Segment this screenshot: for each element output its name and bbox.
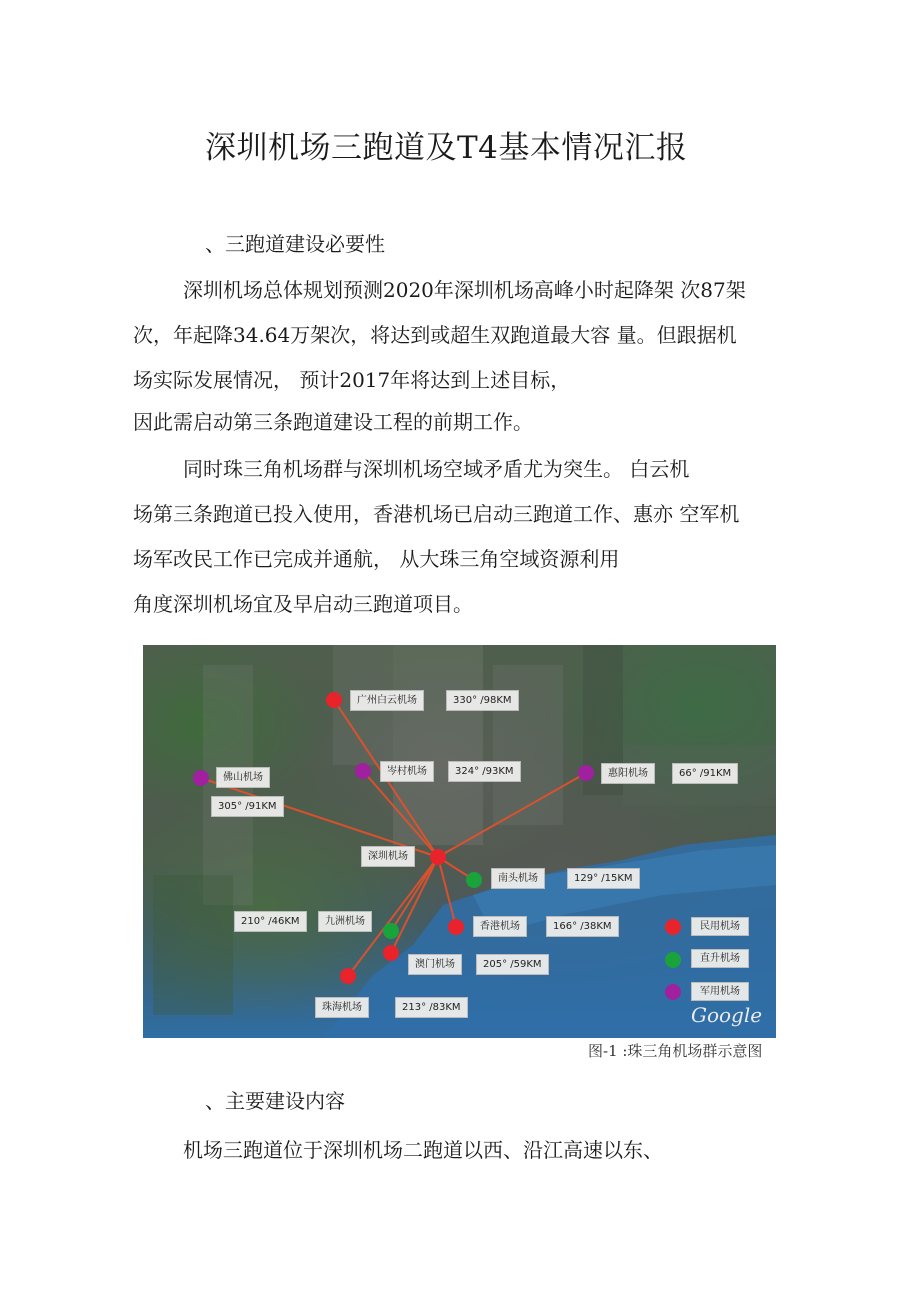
paragraph-line: 场实际发展情况， 预计2017年将达到上述目标， — [133, 368, 571, 392]
airport-label-shenzhen: 深圳机场 — [361, 846, 415, 867]
airport-label-foshan: 佛山机场 — [216, 767, 270, 788]
legend-heliport-label: 直升机场 — [691, 949, 749, 968]
bearing-label-zhuhai: 213° /83KM — [395, 997, 468, 1018]
bearing-label-guangzhou: 330° /98KM — [446, 690, 519, 711]
paragraph-line: 同时珠三角机场群与深圳机场空域矛盾尤为突生。 白云机 — [183, 457, 690, 481]
legend-civil-label: 民用机场 — [691, 917, 749, 936]
airport-marker-foshan — [193, 770, 209, 786]
paragraph-line: 机场三跑道位于深圳机场二跑道以西、沿江高速以东、 — [183, 1138, 663, 1162]
airport-cluster-map — [143, 645, 776, 1038]
legend-military-dot — [665, 984, 681, 1000]
paragraph-line: 因此需启动第三条跑道建设工程的前期工作。 — [133, 410, 533, 434]
airport-label-cencun: 岑村机场 — [380, 761, 434, 782]
airport-marker-nantou — [466, 872, 482, 888]
paragraph-line: 场第三条跑道已投入使用，香港机场已启动三跑道工作、惠亦 空军机 — [133, 502, 740, 526]
legend-heliport-dot — [665, 952, 681, 968]
bearing-label-nantou: 129° /15KM — [567, 868, 640, 889]
legend-military-label: 军用机场 — [691, 982, 749, 1001]
paragraph-line: 次，年起降34.64万架次，将达到或超生双跑道最大容 量。但跟据机 — [133, 323, 737, 347]
bearing-label-foshan: 305° /91KM — [211, 796, 284, 817]
bearing-label-cencun: 324° /93KM — [448, 761, 521, 782]
airport-marker-zhuhai — [340, 968, 356, 984]
airport-marker-hongkong — [448, 919, 464, 935]
airport-label-zhuhai: 珠海机场 — [315, 997, 369, 1018]
airport-label-huiyang: 惠阳机场 — [601, 763, 655, 784]
airport-marker-huiyang — [578, 765, 594, 781]
paragraph-line: 场军改民工作已完成并通航， 从大珠三角空域资源利用 — [133, 547, 620, 571]
paragraph-line: 深圳机场总体规划预测2020年深圳机场高峰小时起降架 次87架 — [183, 278, 746, 302]
airport-label-guangzhou: 广州白云机场 — [350, 690, 424, 711]
airport-marker-jiuzhou — [383, 923, 399, 939]
airport-marker-cencun — [355, 763, 371, 779]
paragraph-line: 角度深圳机场宜及早启动三跑道项目。 — [133, 592, 473, 616]
figure-caption: 图-1 :珠三角机场群示意图 — [588, 1042, 763, 1060]
section-heading-construction-content: 、主要建设内容 — [205, 1089, 345, 1113]
airport-marker-shenzhen — [430, 849, 446, 865]
document-title: 深圳机场三跑道及T4基本情况汇报 — [205, 130, 688, 166]
airport-marker-macau — [383, 945, 399, 961]
airport-label-nantou: 南头机场 — [491, 868, 545, 889]
airport-label-macau: 澳门机场 — [408, 954, 462, 975]
bearing-label-macau: 205° /59KM — [476, 954, 549, 975]
legend-civil-dot — [665, 919, 681, 935]
bearing-label-jiuzhou: 210° /46KM — [234, 911, 307, 932]
bearing-label-hongkong: 166° /38KM — [546, 916, 619, 937]
airport-label-hongkong: 香港机场 — [473, 916, 527, 937]
bearing-label-huiyang: 66° /91KM — [672, 763, 738, 784]
section-heading-runway-necessity: 、三跑道建设必要性 — [205, 232, 385, 256]
airport-marker-guangzhou — [326, 692, 342, 708]
google-watermark: Google — [691, 1003, 763, 1027]
airport-label-jiuzhou: 九洲机场 — [318, 911, 372, 932]
